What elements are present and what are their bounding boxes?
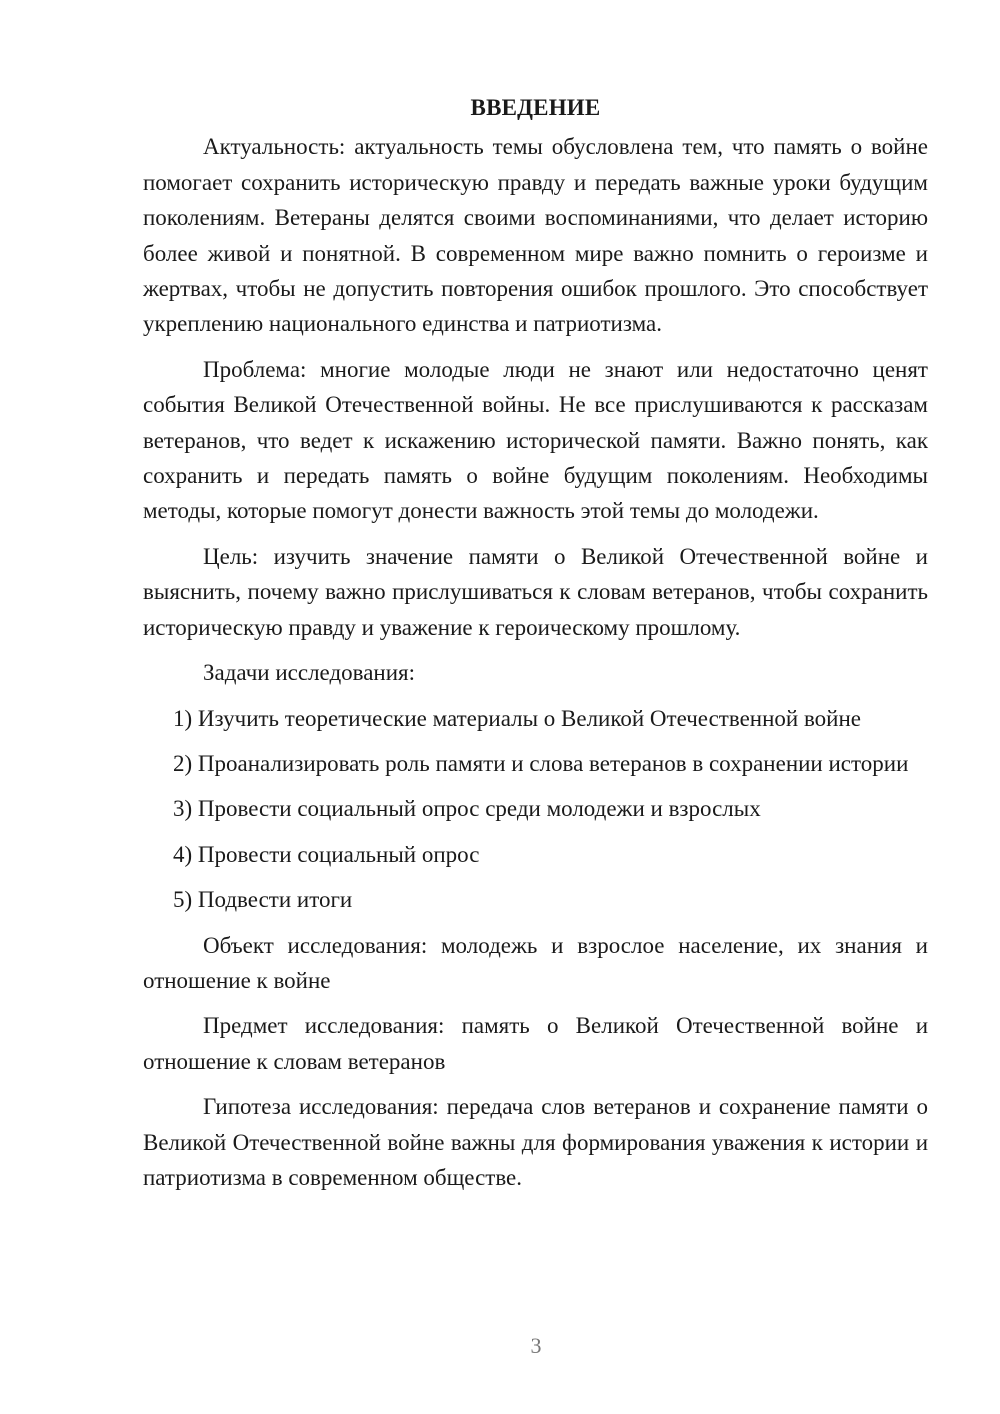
hypothesis-paragraph: Гипотеза исследования: передача слов ветеранов и сохранение памяти о Великой Отечественной войне важны для формирования уважения к истории и патриотизма в современном обществе. <box>143 1094 928 1190</box>
relevance-paragraph: Актуальность: актуальность темы обусловлена тем, что память о войне помогает сохранить историческую правду и передать важные уроки будущим поколениям. Ветераны делятся своими воспоминаниями, что делает историю более живой и понятной. В современном мире важно помнить о героизме и жертвах, чтобы не допустить повторения ошибок прошлого. Это способствует укреплению национального единства и патриотизма. <box>143 134 928 337</box>
document-page <box>143 90 928 1205</box>
task-item-3: 3) Провести социальный опрос среди молодежи и взрослых <box>173 796 761 822</box>
problem-paragraph: Проблема: многие молодые люди не знают или недостаточно ценят события Великой Отечественной войны. Не все прислушиваются к рассказам ветеранов, что ведет к искажению исторической памяти. Важно понять, как сохранить и передать память о войне будущим поколениям. Необходимы методы, которые помогут донести важность этой темы до молодежи. <box>143 356 928 524</box>
task-item-4: 4) Провести социальный опрос <box>173 841 480 867</box>
task-item-1: 1) Изучить теоретические материалы о Великой Отечественной войне <box>173 705 861 731</box>
tasks-heading: Задачи исследования: <box>203 660 416 686</box>
page-number: 3 <box>530 1333 542 1358</box>
subject-paragraph: Предмет исследования: память о Великой Отечественной войне и отношение к словам ветеранов <box>143 1013 928 1074</box>
section-title: ВВЕДЕНИЕ <box>470 95 601 120</box>
goal-paragraph: Цель: изучить значение памяти о Великой Отечественной войне и выяснить, почему важно прислушиваться к словам ветеранов, чтобы сохранить историческую правду и уважение к героическому прошлому. <box>143 543 928 640</box>
object-paragraph: Объект исследования: молодежь и взрослое население, их знания и отношение к войне <box>143 932 928 993</box>
task-item-2: 2) Проанализировать роль памяти и слова ветеранов в сохранении истории <box>173 750 909 776</box>
task-item-5: 5) Подвести итоги <box>173 887 353 913</box>
